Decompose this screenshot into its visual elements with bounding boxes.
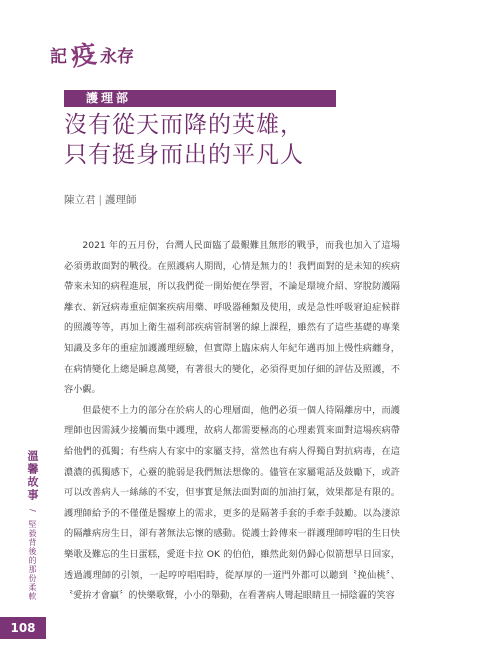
brand-text-1: 記 <box>50 46 67 67</box>
side-label-slash: / <box>28 509 37 513</box>
paragraph-1: 2021 年的五月份，台灣人民面臨了最艱難且無形的戰爭，而我也加入了這場必須勇敢面對的戰役。在照護病人期間，心情是無力的！我們面對的是未知的疾病帶來未知的病程進展，所以我們從一開始便在學習，不論是環境介紹、穿脫防護隔離衣、新冠病毒重症個案疾病用藥、呼吸器種類及使用，或是急性呼吸窘迫症候群的照護等等，再加上衛生福利部疾病管制署的線上課程，雖然有了這些基礎的專業知識及多年的重症加護護理經驗，但實際上臨床病人年紀年邁再加上慢性病纏身，在病情變化上總是瞬息萬變，有著很大的變化，必須得更加仔細的評估及照護，不容小覷。 <box>64 240 400 396</box>
author-byline <box>64 192 137 207</box>
title-line-1: 沒有從天而降的英雄， <box>64 112 304 138</box>
brand-text-3: 永存 <box>100 46 135 67</box>
side-label-title: 溫馨故事 <box>26 450 39 502</box>
paragraph-2: 但最使不上力的部分在於病人的心理層面，他們必須一個人待隔離房中，而護理師也因需減少接觸而集中護理，故病人都需要極高的心理素質來面對這場疾病帶給他們的孤獨；有些病人有家中的家屬支持，當然也有病人得獨自對抗病毒，在這濃濃的孤獨感下，心靈的脆弱是我們無法想像的。儘管在家屬電話及鼓勵下，或許可以改善病人一絲絲的不安，但事實是無法面對面的加油打氣，效果都是有限的。護理師給予的不僅僅是醫療上的需求，更多的是隔著手套的手牽手鼓勵。以為淒涼的隔離病房生日，卻有著無法忘懷的感動。從護士鈴傳來一群護理師哼唱的生日快樂歌及難忘的生日蛋糕，愛逛卡拉 OK 的伯伯，雖然此刻仍歸心似箭想早日回家，透過護理師的引領，一起哼哼唱唱時，從厚厚的一道門外都可以聽到〝挽仙桃〞、〝愛拚才會贏〞的快樂歌聲，小小的舉動，在看著病人彎起眼睛且一掃陰霾的笑容 <box>64 404 400 602</box>
brand-logo <box>50 38 134 70</box>
author-name: 陳立君 <box>64 194 96 206</box>
article-body <box>64 236 400 607</box>
title-line-2: 只有挺身而出的平凡人 <box>64 142 304 168</box>
article-title <box>64 110 444 170</box>
side-column-label <box>28 450 42 601</box>
author-role: 護理師 <box>105 194 137 206</box>
byline-divider: | <box>98 194 103 206</box>
page-number: 108 <box>0 617 46 639</box>
section-tab: 護理部 <box>64 90 336 107</box>
side-label-subtitle: 堅毅背後的那份柔軟 <box>28 519 37 601</box>
brand-text-2: 疫 <box>69 39 99 72</box>
